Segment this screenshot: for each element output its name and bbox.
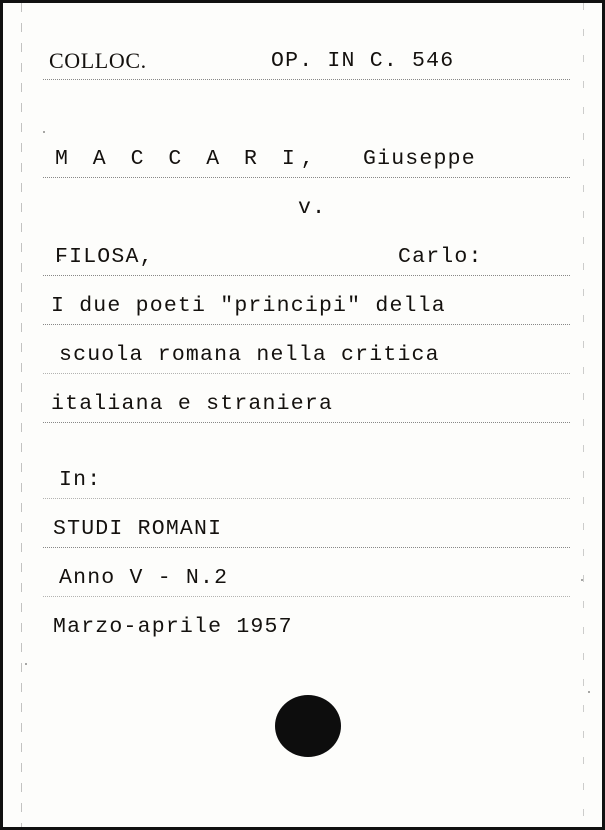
opponent-row [43, 227, 570, 276]
title-line-2: scuola romana nella critica [59, 343, 440, 367]
versus-marker: v. [298, 196, 327, 220]
paper-speck [588, 691, 590, 693]
title-line-3: italiana e straniera [51, 392, 334, 416]
issue-number: Anno V - N.2 [59, 566, 229, 590]
paper-speck [581, 579, 583, 581]
versus-row [43, 178, 570, 227]
title-row-1 [43, 276, 570, 325]
in-row [43, 450, 570, 499]
title-row-2 [43, 325, 570, 374]
card-inner-guide-right [583, 3, 584, 827]
spacer-row-1 [43, 80, 570, 129]
shelfmark-value: OP. IN C. 546 [271, 49, 455, 73]
card-content [43, 31, 570, 646]
ink-dot-stamp-icon [275, 695, 341, 757]
issue-date: Marzo-aprile 1957 [53, 615, 293, 639]
title-line-1: I due poeti "principi" della [51, 294, 446, 318]
author-surname: M A C C A R I, [55, 147, 320, 171]
title-row-3 [43, 374, 570, 423]
author-row [43, 129, 570, 178]
shelfmark-row [43, 31, 570, 80]
paper-speck [43, 131, 45, 133]
journal-row [43, 499, 570, 548]
paper-speck [59, 259, 61, 261]
opponent-surname: FILOSA, [55, 245, 154, 269]
shelfmark-label: COLLOC. [49, 48, 147, 73]
author-name: Giuseppe [363, 147, 476, 171]
spacer-row-2 [43, 423, 570, 450]
in-label: In: [59, 468, 102, 492]
issue-row [43, 548, 570, 597]
opponent-name: Carlo: [398, 245, 483, 269]
date-row [43, 597, 570, 646]
journal-title: STUDI ROMANI [53, 517, 223, 541]
paper-speck [25, 663, 27, 665]
card-inner-guide-left [21, 3, 22, 827]
